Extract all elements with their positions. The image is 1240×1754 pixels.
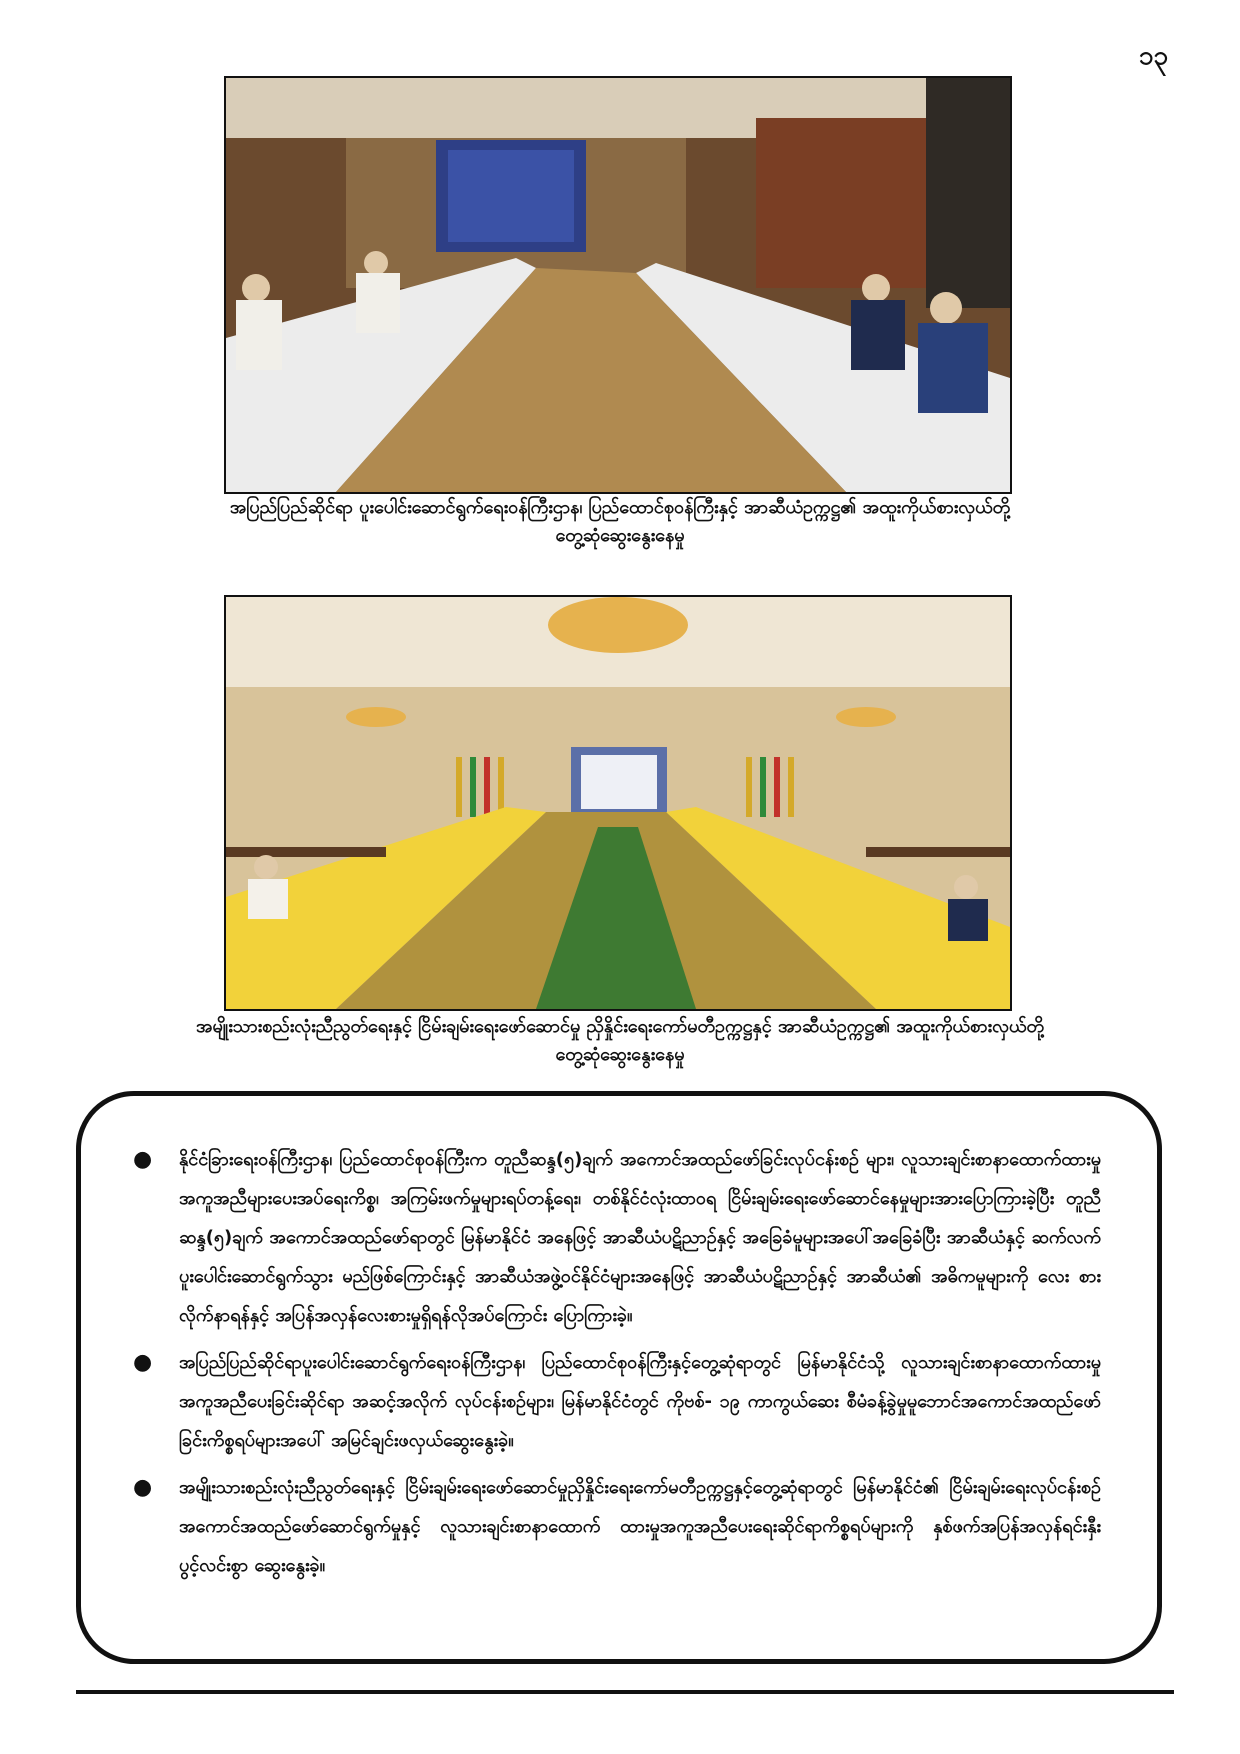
meeting-room-image-2 (226, 597, 1010, 1009)
bullet-icon: ● (133, 1350, 153, 1375)
bullet-icon: ● (133, 1475, 153, 1500)
caption-2-line-2: တွေ့ဆုံဆွေးနွေးနေမှု (555, 1044, 685, 1065)
summary-point-text: နိုင်ငံခြားရေးဝန်ကြီးဌာန၊ ပြည်ထောင်စုဝန်ကြီးက တူညီဆန္ဒ(၅)ချက် အကောင်အထည်ဖော်ခြင်းလုပ်ငန်းစဉ် များ၊ လူသားချင်းစာနာထောက်ထားမှုအကူအညီများပေးအပ်ရေးကိစ္စ၊ အကြမ်းဖက်မှုများရပ်တန့်ရေး၊ တစ်နိုင်ငံလုံးထာဝရ ငြိမ်းချမ်းရေးဖော်ဆောင်နေမှုများအားပြောကြားခဲ့ပြီး တူညီဆန္ဒ(၅)ချက် အကောင်အထည်ဖော်ရာတွင် မြန်မာနိုင်ငံ အနေဖြင့် အာဆီယံပဋိညာဉ်နှင့် အခြေခံမူများအပေါ်အခြေခံပြီး အာဆီယံနှင့် ဆက်လက်ပူးပေါင်းဆောင်ရွက်သွား မည်ဖြစ်ကြောင်းနှင့် အာဆီယံအဖွဲ့ဝင်နိုင်ငံများအနေဖြင့် အာဆီယံပဋိညာဉ်နှင့် အာဆီယံ၏ အဓိကမူများကို လေး စားလိုက်နာရန်နှင့် အပြန်အလှန်လေးစားမှုရှိရန်လိုအပ်ကြောင်း ပြောကြားခဲ့။ (179, 1149, 1101, 1326)
summary-box (76, 1091, 1162, 1664)
summary-point (133, 1468, 1101, 1585)
caption-1-line-2: တွေ့ဆုံဆွေးနွေးနေမှု (555, 525, 685, 546)
bottom-rule (76, 1690, 1174, 1694)
meeting-photo-2 (224, 595, 1012, 1011)
meeting-room-image-1 (226, 78, 1010, 492)
summary-list (133, 1140, 1101, 1585)
caption-2-line-1: အမျိုးသားစည်းလုံးညီညွတ်ရေးနှင့် ငြိမ်းချမ်းရေးဖော်ဆောင်မှု ညှိနှိုင်းရေးကော်မတီဥက္ကဋ္ဌနှင့် အာဆီယံဥက္ကဋ္ဌ၏ အထူးကိုယ်စားလှယ်တို့ (196, 1016, 1044, 1037)
meeting-photo-1 (224, 76, 1012, 494)
bullet-icon: ● (133, 1147, 153, 1172)
summary-point-text: အမျိုးသားစည်းလုံးညီညွတ်ရေးနှင့် ငြိမ်းချမ်းရေးဖော်ဆောင်မှုညှိနှိုင်းရေးကော်မတီဥက္ကဋ္ဌနှင့်တွေ့ဆုံရာတွင် မြန်မာနိုင်ငံ၏ ငြိမ်းချမ်းရေးလုပ်ငန်းစဉ် အကောင်အထည်ဖော်ဆောင်ရွက်မှုနှင့် လူသားချင်းစာနာထောက် ထားမှုအကူအညီပေးရေးဆိုင်ရာကိစ္စရပ်များကို နှစ်ဖက်အပြန်အလှန်ရင်းနှီးပွင့်လင်းစွာ ဆွေးနွေးခဲ့။ (179, 1477, 1101, 1576)
photo-caption-2 (60, 1013, 1180, 1069)
summary-point (133, 1140, 1101, 1335)
summary-point (133, 1343, 1101, 1460)
summary-point-text: အပြည်ပြည်ဆိုင်ရာပူးပေါင်းဆောင်ရွက်ရေးဝန်ကြီးဌာန၊ ပြည်ထောင်စုဝန်ကြီးနှင့်တွေ့ဆုံရာတွင် မြန်မာနိုင်ငံသို့ လူသားချင်းစာနာထောက်ထားမှုအကူအညီပေးခြင်းဆိုင်ရာ အဆင့်အလိုက် လုပ်ငန်းစဉ်များ၊ မြန်မာနိုင်ငံတွင် ကိုဗစ်- ၁၉ ကာကွယ်ဆေး စီမံခန့်ခွဲမှုမူဘောင်အကောင်အထည်ဖော်ခြင်းကိစ္စရပ်များအပေါ် အမြင်ချင်းဖလှယ်ဆွေးနွေးခဲ့။ (179, 1352, 1101, 1451)
caption-1-line-1: အပြည်ပြည်ဆိုင်ရာ ပူးပေါင်းဆောင်ရွက်ရေးဝန်ကြီးဌာန၊ ပြည်ထောင်စုဝန်ကြီးနှင့် အာဆီယံဥက္ကဋ္ဌ၏ အထူးကိုယ်စားလှယ်တို့ (229, 497, 1011, 518)
photo-caption-1 (60, 494, 1180, 550)
page-number: ၁၃ (1138, 41, 1168, 71)
